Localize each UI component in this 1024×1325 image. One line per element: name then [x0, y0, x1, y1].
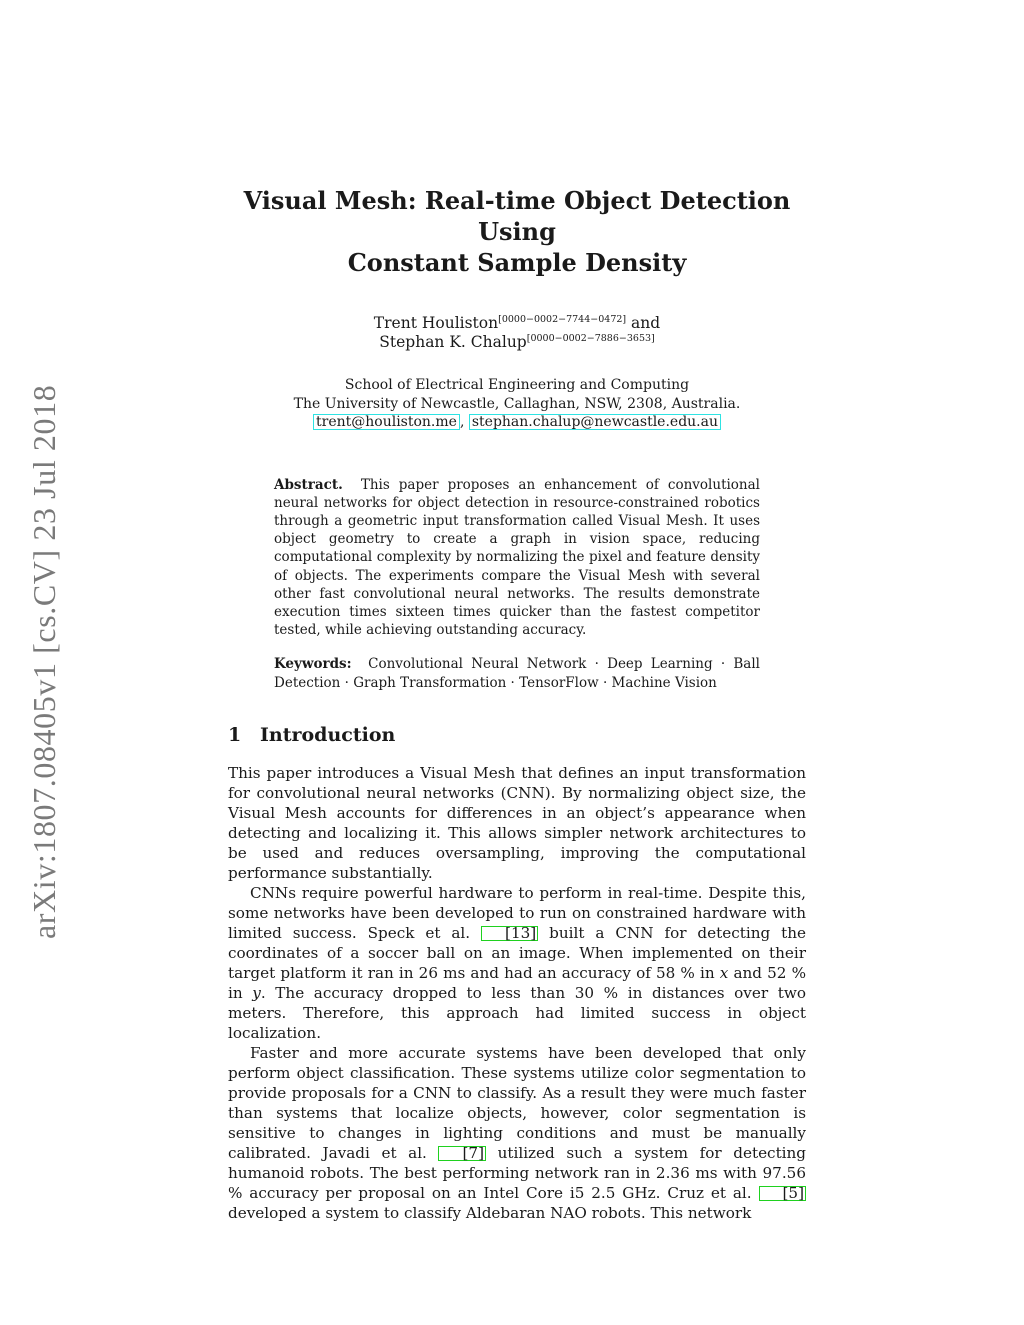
citation-link-13[interactable]: [13] — [481, 926, 538, 941]
section-number: 1 — [228, 723, 242, 746]
affiliation-university: The University of Newcastle, Callaghan, NSW, 2308, Australia. — [293, 395, 741, 412]
keywords — [274, 655, 760, 691]
author-1-orcid: [0000−0002−7744−0472] — [498, 314, 627, 325]
abstract-text: This paper proposes an enhancement of convolutional neural networks for object detection in resource-constrained robotics through a geometric input transformation called Visual Mesh. It uses object geometry to create a graph in vision space, reducing computational complexity by normalizing the pixel and feature density of objects. The experiments compare the Visual Mesh with several other fast convolutional neural networks. The results demonstrate execution times sixteen times quicker than the fastest competitor tested, while achieving outstanding accuracy. — [274, 476, 760, 639]
title-line-1: Visual Mesh: Real-time Object Detection Using — [243, 186, 791, 246]
email-link-1[interactable]: trent@houliston.me — [313, 414, 460, 430]
affiliation-school: School of Electrical Engineering and Computing — [344, 377, 690, 393]
paragraph-2-part-a: CNNs require powerful hardware to perform in real-time. Despite this, some networks have been developed to run on constrained hardware with limited success. Speck et al. — [228, 883, 806, 942]
author-conjunction: and — [631, 314, 661, 332]
section-heading — [228, 724, 806, 746]
keywords-text: Convolutional Neural Network · Deep Learning · Ball Detection · Graph Transformation · TensorFlow · Machine Vision — [274, 656, 760, 691]
paragraph-3-part-b: utilized such a system for detecting humanoid robots. The best performing network ran in 2.36 ms with 97.56 % accuracy per proposal on an Intel Core i5 2.5 GHz. Cruz et al. — [228, 1143, 807, 1202]
paper-title — [228, 185, 806, 278]
paragraph-2-part-b: built a CNN for detecting the coordinates of a soccer ball on an image. When implemented on their target platform it ran in 26 ms and had an accuracy of 58 % in — [228, 923, 806, 982]
section-title: Introduction — [260, 723, 396, 746]
author-2-orcid: [0000−0002−7886−3653] — [526, 333, 655, 344]
abstract-label: Abstract. — [274, 476, 343, 493]
paper-page — [228, 185, 806, 1223]
author-2-name: Stephan K. Chalup — [379, 333, 527, 351]
email-separator: , — [459, 414, 465, 430]
paragraph-3-part-a: Faster and more accurate systems have been developed that only perform object classification. These systems utilize color segmentation to provide proposals for a CNN to classify. As a result they were much faster than systems that localize objects, however, color segmentation is sensitive to changes in lighting conditions and must be manually calibrated. Javadi et al. — [228, 1043, 806, 1162]
paragraph-2-part-d: . The accuracy dropped to less than 30 % in distances over two meters. Therefore, this approach had limited success in object localization. — [228, 983, 806, 1042]
citation-link-7[interactable]: [7] — [438, 1146, 486, 1161]
math-x: x — [719, 963, 729, 982]
section-body — [228, 763, 806, 1223]
paragraph-1: This paper introduces a Visual Mesh that defines an input transformation for convolutional neural networks (CNN). By normalizing object size, the Visual Mesh accounts for differences in an object’s appearance when detecting and localizing it. This allows simpler network architectures to be used and reduces oversampling, improving the computational performance substantially. — [228, 763, 806, 882]
title-line-2: Constant Sample Density — [347, 248, 687, 277]
paragraph-2-part-c: and 52 % in — [228, 963, 807, 1002]
paragraph-3 — [228, 1043, 806, 1223]
keywords-label: Keywords: — [274, 656, 352, 673]
abstract — [274, 476, 760, 640]
author-block — [228, 314, 806, 352]
paragraph-3-part-c: developed a system to classify Aldebaran NAO robots. This network — [228, 1203, 752, 1222]
citation-link-5[interactable]: [5] — [759, 1186, 807, 1201]
email-link-2[interactable]: stephan.chalup@newcastle.edu.au — [469, 414, 721, 430]
author-1-name: Trent Houliston — [373, 314, 499, 332]
affiliation-block — [228, 376, 806, 432]
math-y: y — [252, 983, 261, 1002]
arxiv-identifier: arXiv:1807.08405v1 [cs.CV] 23 Jul 2018 — [26, 384, 62, 939]
paragraph-2 — [228, 883, 806, 1043]
